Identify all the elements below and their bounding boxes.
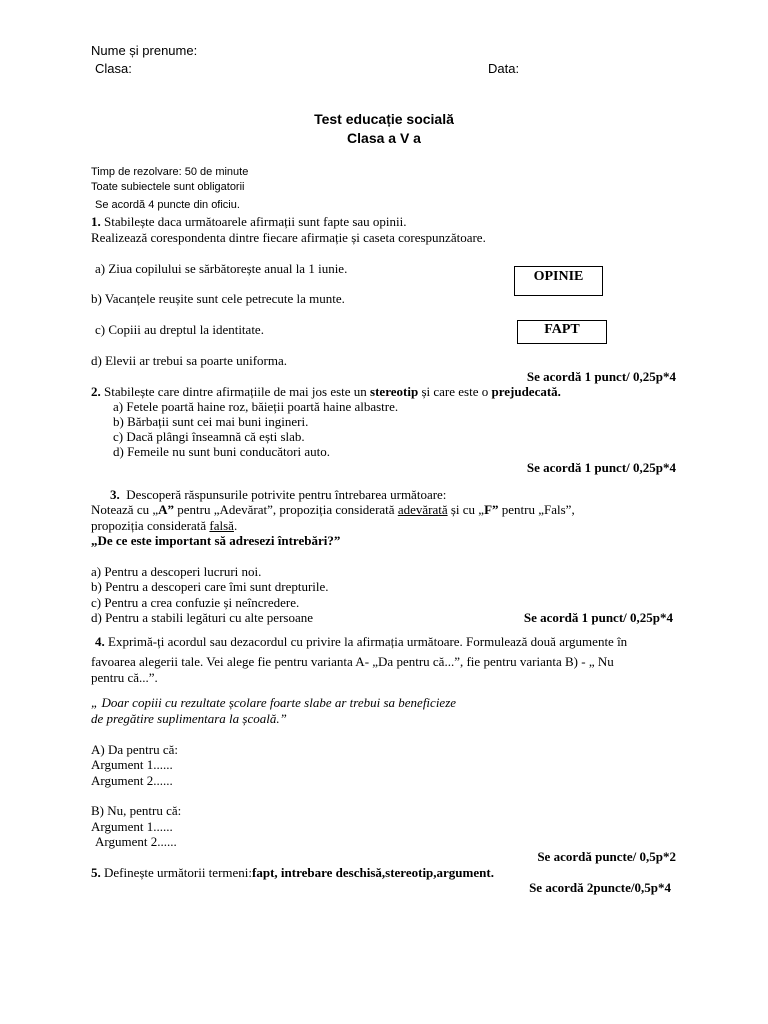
q1-instruction — [91, 214, 407, 230]
q3-A: A” — [158, 502, 175, 517]
q3-note-mid3: pentru „Fals”, — [501, 502, 575, 517]
class-label: Clasa: — [95, 61, 132, 76]
q3-text1: Descoperă răspunsurile potrivite pentru întrebarea următoare: — [126, 487, 447, 502]
q3-note-line2-post: . — [233, 518, 238, 533]
q4-score: Se acordă puncte/ 0,5p*2 — [537, 849, 676, 864]
q4-arg-a2: Argument 2...... — [91, 773, 173, 788]
q1-item-c: c) Copiii au dreptul la identitate. — [95, 322, 264, 337]
bonus-info: Se acordă 4 puncte din oficiu. — [95, 199, 240, 211]
q3-note-line2-pre: propoziția considerată — [91, 518, 207, 533]
q3-item-d: d) Pentru a stabili legături cu alte persoane — [91, 610, 314, 625]
q1-item-b: b) Vacanțele reușite sunt cele petrecute la munte. — [91, 291, 345, 306]
q4-number: 4. — [95, 634, 105, 649]
q1-item-d: d) Elevii ar trebui sa poarte uniforma. — [91, 353, 288, 368]
page-title: Test educație socială — [314, 111, 454, 127]
q2-item-d: d) Femeile nu sunt buni conducători auto. — [113, 444, 330, 459]
q4-line1 — [95, 634, 627, 650]
q2-item-c: c) Dacă plângi înseamnă că ești slab. — [113, 429, 305, 444]
q2-score: Se acordă 1 punct/ 0,25p*4 — [526, 460, 676, 475]
q3-question: „De ce este important să adresezi întrebări?” — [91, 533, 341, 548]
q3-note-line2 — [91, 518, 237, 534]
q3-note-mid2: și cu „ — [450, 502, 485, 517]
q3-item-a: a) Pentru a descoperi lucruri noi. — [91, 564, 262, 579]
q3-score: Se acordă 1 punct/ 0,25p*4 — [523, 610, 673, 625]
opinie-box: OPINIE — [514, 266, 603, 296]
q5-instruction — [91, 865, 494, 881]
q1-score: Se acordă 1 punct/ 0,25p*4 — [526, 369, 676, 384]
q3-note-pre: Notează cu „ — [91, 502, 159, 517]
q1-number: 1. — [91, 214, 101, 229]
q4-line3: pentru că...”. — [91, 670, 158, 685]
time-info: Timp de rezolvare: 50 de minute — [91, 166, 249, 178]
q2-text-pre: Stabilește care dintre afirmațiile de mai jos este un — [104, 384, 367, 399]
q2-text-mid: și care este o — [421, 384, 489, 399]
q3-number: 3. — [110, 487, 120, 502]
mandatory-info: Toate subiectele sunt obligatorii — [91, 181, 245, 193]
q2-item-b: b) Bărbații sunt cei mai buni ingineri. — [113, 414, 309, 429]
q3-item-b: b) Pentru a descoperi care îmi sunt drepturile. — [91, 579, 329, 594]
date-label: Data: — [488, 61, 520, 76]
q4-option-b: B) Nu, pentru că: — [91, 803, 182, 818]
q5-terms: fapt, intrebare deschisă,stereotip,argument. — [252, 865, 494, 880]
page-subtitle: Clasa a V a — [347, 130, 421, 146]
q5-score: Se acordă 2puncte/0,5p*4 — [529, 880, 671, 895]
q3-adevarata: adevărată — [397, 502, 448, 517]
q3-falsa: falsă — [209, 518, 234, 533]
q4-arg-b2: Argument 2...... — [95, 834, 177, 849]
q4-arg-a1: Argument 1...... — [91, 757, 173, 772]
q2-prejudecata: prejudecată. — [491, 384, 561, 399]
q4-line2: favoarea alegerii tale. Vei alege fie pentru varianta A- „Da pentru că...”, fie pentru varianta B) - „ Nu — [91, 654, 614, 669]
q2-item-a: a) Fetele poartă haine roz, băieții poartă haine albastre. — [113, 399, 399, 414]
q4-quote-line2: de pregătire suplimentara la școală.” — [91, 711, 287, 726]
name-label: Nume și prenume: — [91, 43, 198, 58]
q4-quote-line1: „ Doar copiii cu rezultate școlare foarte slabe ar trebui sa beneficieze — [91, 695, 457, 710]
q2-stereotip: stereotip — [370, 384, 419, 399]
fapt-box: FAPT — [517, 320, 607, 344]
q3-note — [91, 502, 575, 518]
q1-text2: Realizează corespondenta dintre fiecare afirmație și caseta corespunzătoare. — [91, 230, 486, 245]
q4-arg-b1: Argument 1...... — [91, 819, 173, 834]
q5-text: Definește următorii termeni: — [104, 865, 253, 880]
q5-number: 5. — [91, 865, 101, 880]
q1-text1: Stabilește daca următoarele afirmații sunt fapte sau opinii. — [104, 214, 407, 229]
q2-number: 2. — [91, 384, 101, 399]
q3-item-c: c) Pentru a crea confuzie și neîncredere. — [91, 595, 300, 610]
q2-instruction — [91, 384, 561, 400]
q3-F: F” — [484, 502, 499, 517]
q3-instruction — [110, 487, 446, 503]
q3-note-mid1: pentru „Adevărat”, propoziția considerată — [177, 502, 395, 517]
q1-item-a: a) Ziua copilului se sărbătorește anual la 1 iunie. — [95, 261, 348, 276]
q4-line1-text: Exprimă-ți acordul sau dezacordul cu privire la afirmația următoare. Formulează două argumente în — [108, 634, 628, 649]
q4-option-a: A) Da pentru că: — [91, 742, 178, 757]
